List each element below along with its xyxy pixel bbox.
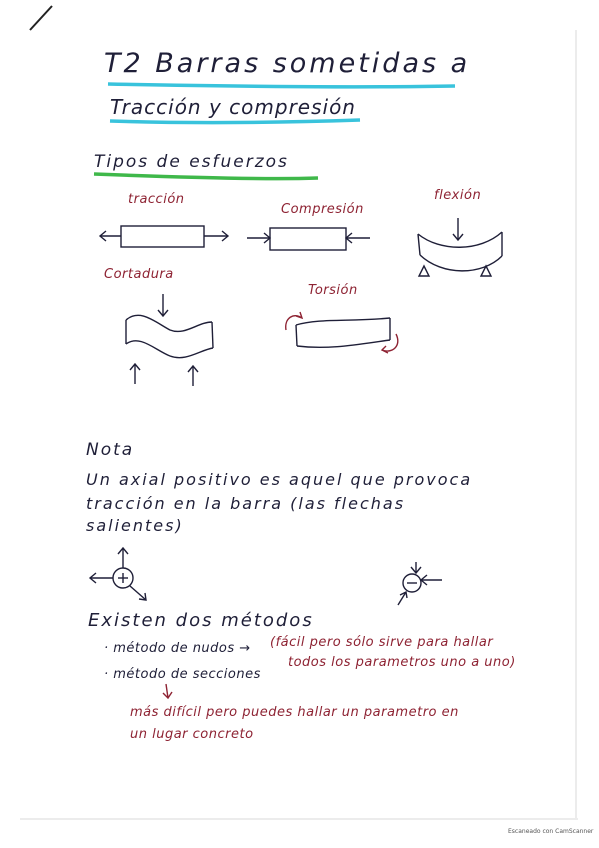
method-nudos-comment-1: (fácil pero sólo sirve para hallar bbox=[270, 635, 494, 650]
torsion-diagram bbox=[296, 318, 390, 347]
label-traccion: tracción bbox=[128, 192, 185, 207]
positive-node-diagram bbox=[90, 548, 146, 600]
label-flexion: flexión bbox=[434, 188, 482, 203]
subtitle-underline bbox=[110, 120, 360, 123]
note-line-1: Un axial positivo es aquel que provoca bbox=[86, 470, 473, 489]
page-subtitle: Tracción y compresión bbox=[110, 95, 356, 119]
method-item-secciones: · método de secciones bbox=[104, 667, 261, 682]
traccion-diagram bbox=[100, 226, 228, 247]
flexion-diagram bbox=[418, 218, 502, 276]
note-line-3: salientes) bbox=[86, 516, 184, 535]
label-compresion: Compresión bbox=[281, 202, 364, 217]
methods-heading: Existen dos métodos bbox=[88, 610, 314, 631]
cortadura-diagram bbox=[126, 294, 213, 386]
label-torsion: Torsión bbox=[308, 283, 358, 298]
section-heading: Tipos de esfuerzos bbox=[94, 152, 289, 172]
compresion-diagram bbox=[247, 228, 370, 250]
scanner-watermark: Escaneado con CamScanner bbox=[508, 828, 594, 835]
section-underline bbox=[94, 174, 318, 179]
method-secciones-comment-1: más difícil pero puedes hallar un parametro en bbox=[130, 705, 459, 720]
title-underline bbox=[108, 84, 455, 87]
method-secciones-comment-2: un lugar concreto bbox=[130, 727, 254, 742]
method-nudos-comment-2: todos los parametros uno a uno) bbox=[288, 655, 516, 670]
method-item-nudos: · método de nudos → bbox=[104, 641, 251, 656]
note-heading: Nota bbox=[86, 440, 135, 460]
pen-mark bbox=[30, 6, 52, 30]
secciones-arrow bbox=[163, 684, 172, 698]
label-cortadura: Cortadura bbox=[104, 267, 174, 282]
page-title: T2 Barras sometidas a bbox=[104, 48, 471, 79]
negative-node-diagram bbox=[398, 562, 442, 605]
note-line-2: tracción en la barra (las flechas bbox=[86, 494, 406, 513]
